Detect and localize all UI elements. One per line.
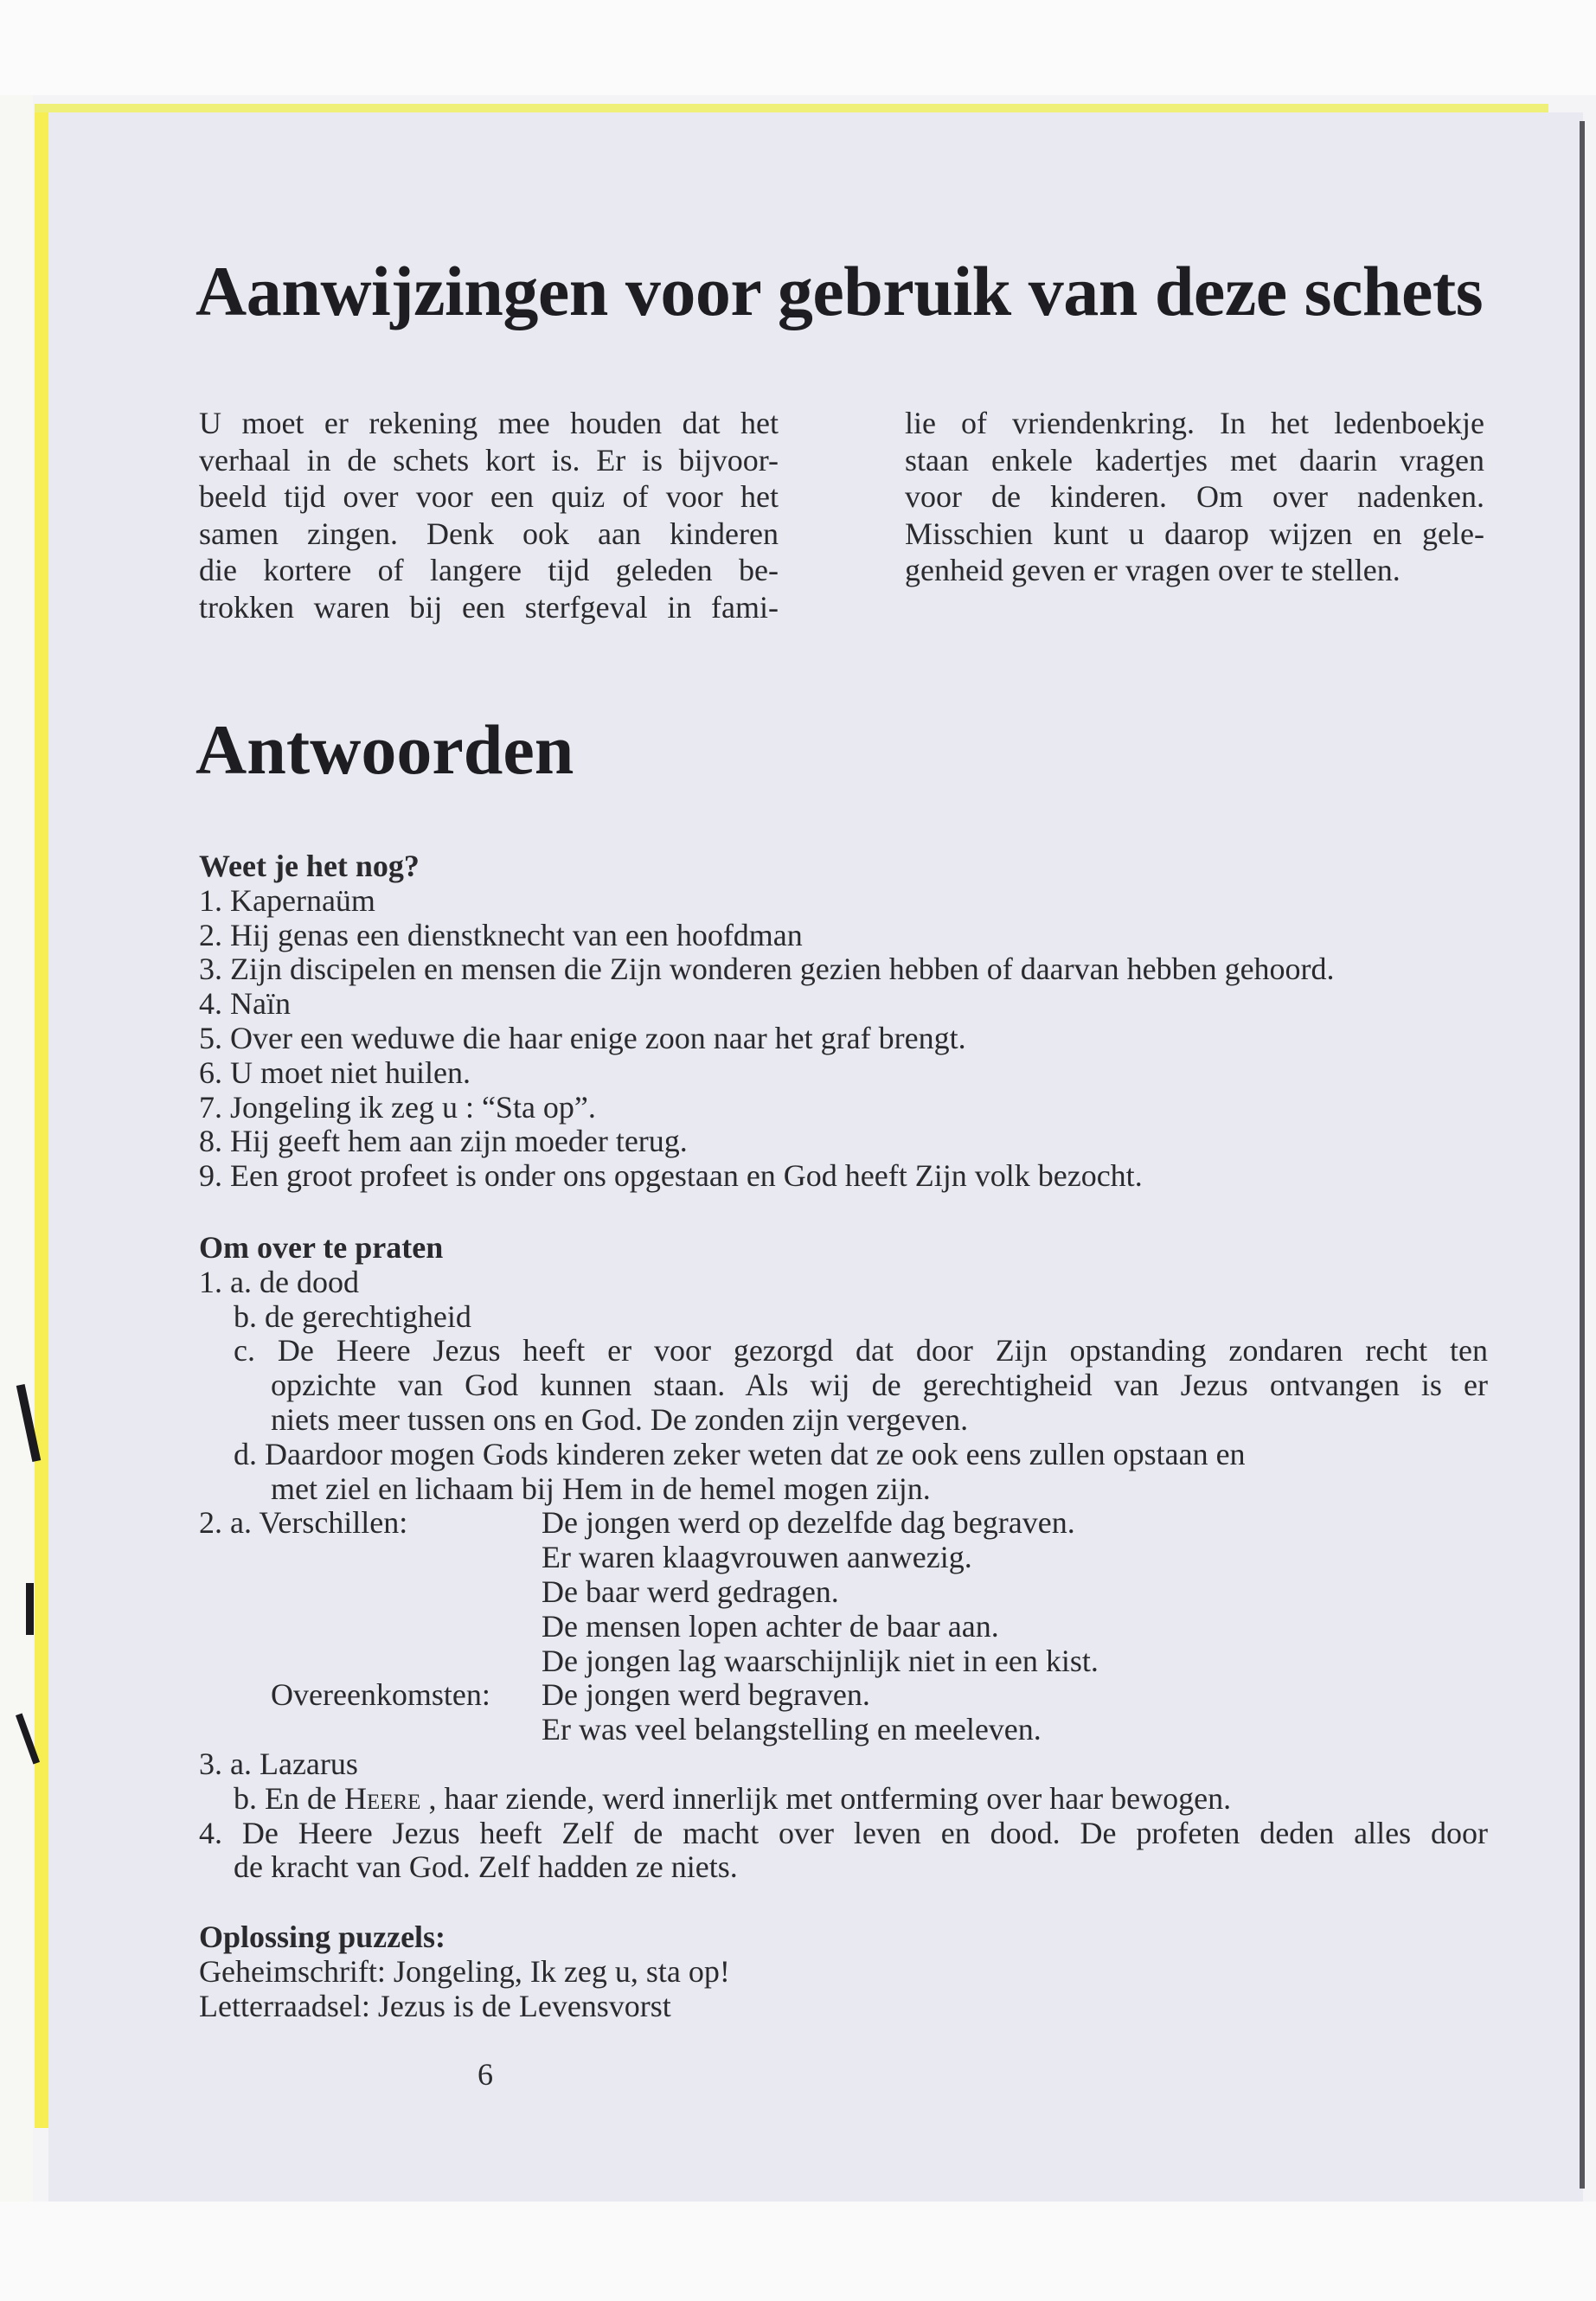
praten-item: 4. De Heere Jezus heeft Zelf de macht over leven en dood. De profeten deden alles door: [199, 1815, 1488, 1850]
scan-mark: [26, 1583, 34, 1635]
verschillen-row: [199, 1506, 1488, 1541]
puzzel-answer: Letterraadsel: Jezus is de Levensvorst: [199, 1988, 671, 2023]
weet-item: 9. Een groot profeet is onder ons opgestaan en God heeft Zijn volk bezocht.: [199, 1158, 1143, 1194]
yellow-cover-edge: [35, 104, 1548, 112]
weet-item: 5. Over een weduwe die haar enige zoon naar het graf brengt.: [199, 1020, 966, 1055]
intro-line: beeld tijd over voor een quiz of voor het: [199, 479, 779, 514]
scan-margin-left: [0, 95, 33, 2206]
verschil-item: De jongen werd op dezelfde dag begraven.: [542, 1505, 1075, 1541]
praten-item: c. De Heere Jezus heeft er voor gezorgd dat door Zijn opstanding zondaren recht ten: [234, 1333, 1488, 1368]
praten-section: [199, 1231, 1488, 1885]
praten-item: d. Daardoor mogen Gods kinderen zeker weten dat ze ook eens zullen opstaan en: [234, 1436, 1246, 1471]
praten-item: met ziel en lichaam bij Hem in de hemel mogen zijn.: [271, 1471, 931, 1506]
overeenkomst-item: De jongen werd begraven.: [542, 1677, 870, 1713]
intro-left-column: [199, 405, 779, 625]
praten-item: b. de gerechtigheid: [234, 1298, 471, 1334]
weet-item: 3. Zijn discipelen en mensen die Zijn wonderen gezien hebben of daarvan hebben gehoord.: [199, 952, 1335, 987]
weet-item: 8. Hij geeft hem aan zijn moeder terug.: [199, 1124, 688, 1159]
praten-item-3b: [199, 1782, 1488, 1817]
verschil-item: De mensen lopen achter de baar aan.: [542, 1608, 999, 1644]
page-number: 6: [478, 2057, 493, 2092]
q3b-start: b. En de: [234, 1780, 344, 1816]
overeenkomsten-row: [199, 1678, 1488, 1713]
page-title: Aanwijzingen voor gebruik van deze schets: [195, 252, 1484, 330]
weet-item: 6. U moet niet huilen.: [199, 1054, 471, 1090]
intro-line: trokken waren bij een sterfgeval in fami-: [199, 589, 779, 625]
praten-item: opzichte van God kunnen staan. Als wij de gerechtigheid van Jezus ontvangen is er: [271, 1368, 1488, 1403]
verschil-item: Er waren klaagvrouwen aanwezig.: [542, 1540, 972, 1575]
verschil-item: De baar werd gedragen.: [542, 1574, 839, 1609]
intro-right-column: [905, 405, 1484, 589]
weet-item: 1. Kapernaüm: [199, 882, 375, 918]
intro-line: verhaal in de schets kort is. Er is bijvoor-: [199, 442, 779, 478]
intro-line: Misschien kunt u daarop wijzen en gele-: [905, 516, 1484, 551]
praten-item: niets meer tussen ons en God. De zonden zijn vergeven.: [271, 1401, 969, 1437]
answers-heading: Antwoorden: [195, 710, 574, 789]
puzzel-answer: Geheimschrift: Jongeling, Ik zeg u, sta op!: [199, 1953, 730, 1989]
overeenkomst-item: Er was veel belangstelling en meeleven.: [542, 1712, 1042, 1747]
intro-line: genheid geven er vragen over te stellen.: [905, 553, 1401, 587]
puzzels-section: [199, 1920, 1488, 2023]
verschil-item: De jongen lag waarschijnlijk niet in een kist.: [542, 1643, 1099, 1678]
praten-item: 3. a. Lazarus: [199, 1746, 358, 1781]
praten-item: 1. a. de dood: [199, 1264, 359, 1299]
weet-section: [199, 849, 1488, 1194]
puzzels-heading: Oplossing puzzels:: [199, 1920, 446, 1954]
weet-heading: Weet je het nog?: [199, 849, 420, 883]
weet-item: 4. Naïn: [199, 986, 291, 1022]
intro-line: samen zingen. Denk ook aan kinderen: [199, 516, 779, 551]
weet-item: 2. Hij genas een dienstknecht van een hoofdman: [199, 917, 803, 952]
scan-margin-bottom: [0, 2202, 1596, 2301]
weet-item: 7. Jongeling ik zeg u : “Sta op”.: [199, 1089, 596, 1125]
verschillen-label: 2. a. Verschillen:: [199, 1505, 408, 1541]
page-right-edge: [1580, 121, 1585, 2189]
q3b-end: , haar ziende, werd innerlijk met ontferming over haar bewogen.: [420, 1780, 1232, 1816]
intro-line: staan enkele kadertjes met daarin vragen: [905, 442, 1484, 478]
praten-heading: Om over te praten: [199, 1230, 444, 1265]
q3b-heere: Heere: [343, 1780, 421, 1816]
intro-line: lie of vriendenkring. In het ledenboekje: [905, 406, 1484, 440]
intro-line: voor de kinderen. Om over nadenken.: [905, 479, 1484, 514]
overeenkomsten-label: Overeenkomsten:: [271, 1677, 490, 1713]
intro-line: die kortere of langere tijd geleden be-: [199, 553, 779, 587]
praten-item: de kracht van God. Zelf hadden ze niets.: [234, 1849, 738, 1885]
scan-margin-top: [0, 0, 1596, 95]
intro-line: U moet er rekening mee houden dat het: [199, 406, 779, 440]
